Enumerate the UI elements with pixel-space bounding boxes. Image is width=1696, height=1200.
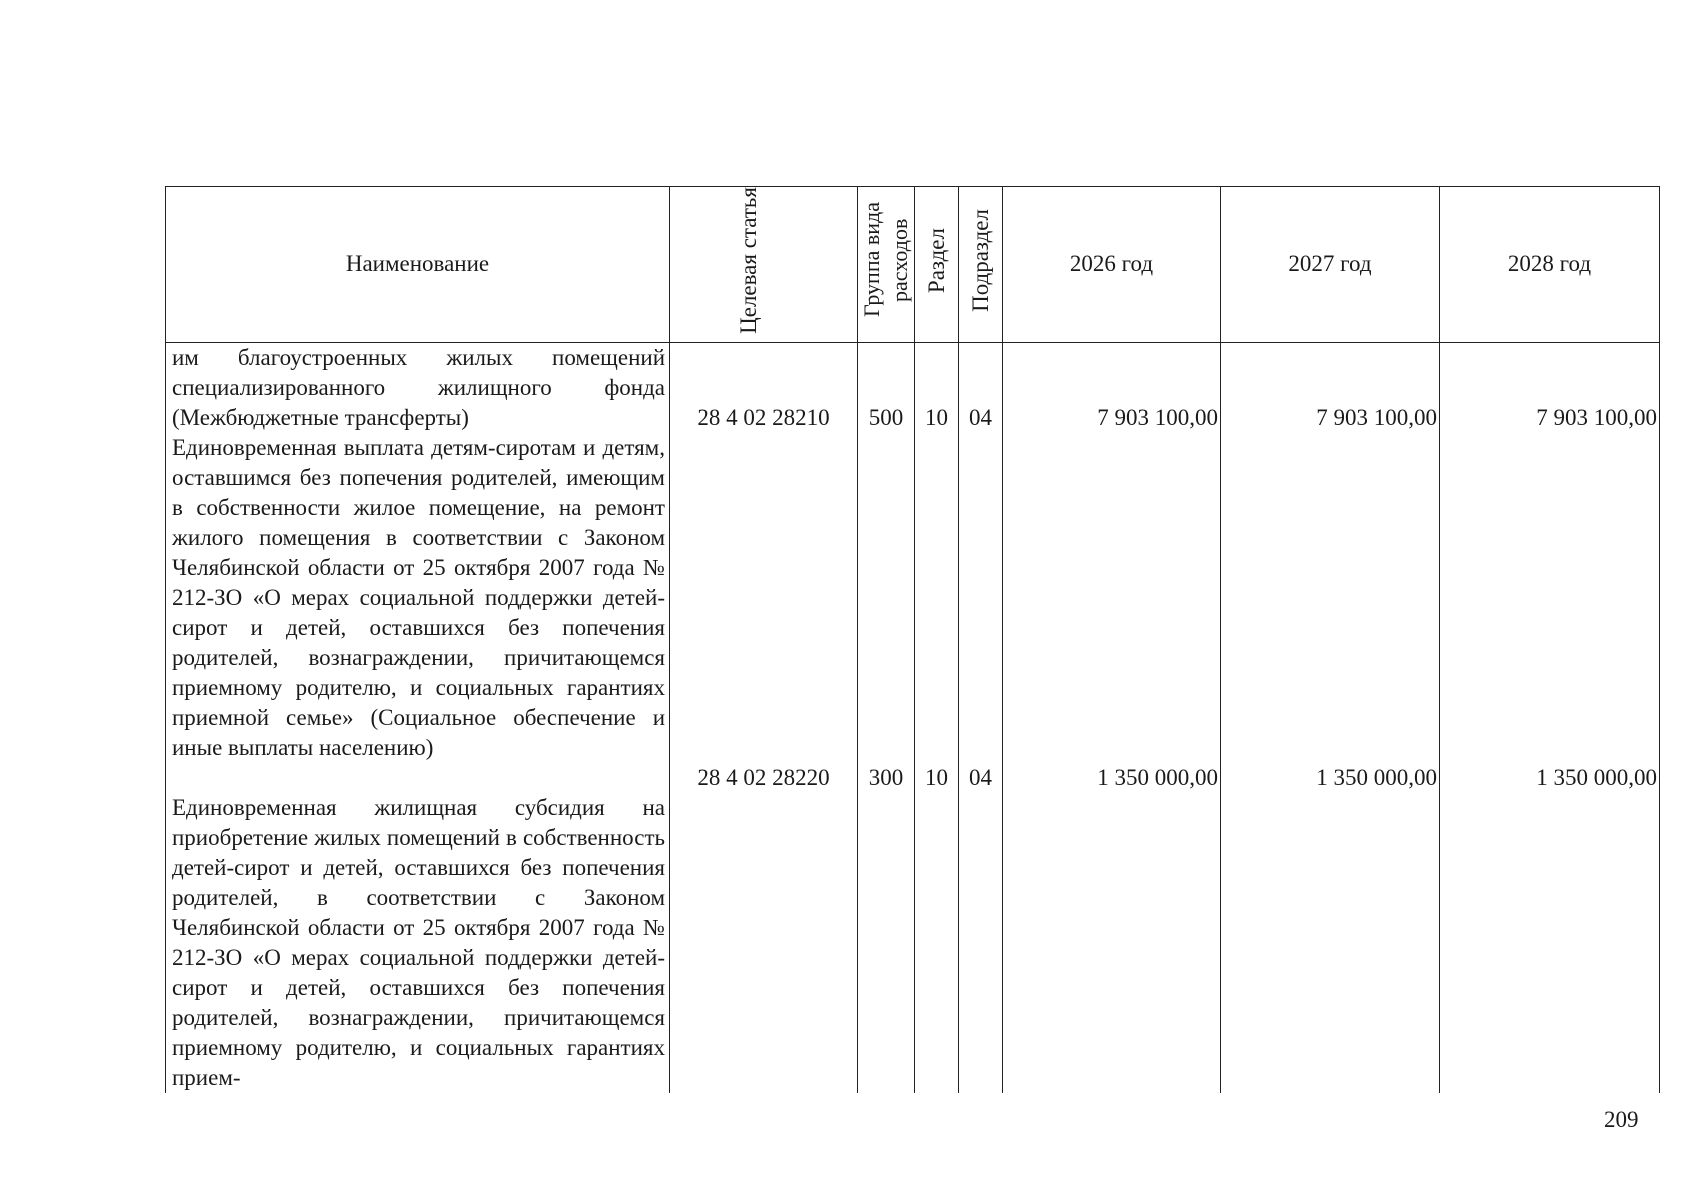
row-target-article: 28 4 02 28220 [670,433,858,793]
table-header-row [166,187,1660,343]
row-subsection: 04 [959,433,1003,793]
row-name: Единовременная жилищная субсидия на приобретение жилых помещений в собственность детей-сирот и детей, оставшихся без попечения родителей, в соответствии с Законом Челябинской области от 25 октября 2007 года № 212-ЗО «О мерах социальной поддержки детей-сирот и детей, оставшихся без попечения родителей, вознаграждении, причитающемся приемному родителю, и социальных гарантиях прием- [166,793,670,1093]
row-2028: 7 903 100,00 [1440,342,1660,433]
header-year-2027: 2027 год [1221,187,1440,343]
row-expense-group [858,793,915,1093]
header-expense-group: Группа вида расходов [858,187,915,343]
row-2027 [1221,793,1440,1093]
header-subsection: Подраздел [959,187,1003,343]
row-expense-group: 300 [858,433,915,793]
row-name: Единовременная выплата детям-сиротам и детям, оставшимся без попечения родителей, имеющим в собственности жилое помещение, на ремонт жилого помещения в соответствии с Законом Челябинской области от 25 октября 2007 года № 212-ЗО «О мерах социальной поддержки детей-сирот и детей, оставшихся без попечения родителей, вознаграждении, причитающемся приемному родителю, и социальных гарантиях приемной семье» (Социальное обеспечение и иные выплаты населению) [166,433,670,793]
header-section: Раздел [915,187,959,343]
row-2026 [1003,793,1221,1093]
row-section: 10 [915,433,959,793]
row-2028: 1 350 000,00 [1440,433,1660,793]
row-section: 10 [915,342,959,433]
header-year-2028: 2028 год [1440,187,1660,343]
row-2027: 1 350 000,00 [1221,433,1440,793]
row-section [915,793,959,1093]
table-row [166,433,1660,793]
page-number: 209 [1604,1107,1639,1132]
row-2026: 7 903 100,00 [1003,342,1221,433]
row-target-article: 28 4 02 28210 [670,342,858,433]
header-target-article: Целевая статья [670,187,858,343]
row-2026: 1 350 000,00 [1003,433,1221,793]
row-subsection: 04 [959,342,1003,433]
row-2027: 7 903 100,00 [1221,342,1440,433]
row-expense-group: 500 [858,342,915,433]
header-name: Наименование [166,187,670,343]
header-year-2026: 2026 год [1003,187,1221,343]
row-subsection [959,793,1003,1093]
table-row [166,342,1660,433]
budget-table [165,186,1660,1093]
row-target-article [670,793,858,1093]
table-row [166,793,1660,1093]
row-2028 [1440,793,1660,1093]
row-name: им благоустроенных жилых помещений специализированного жилищного фонда (Межбюджетные трансферты) [166,342,670,433]
